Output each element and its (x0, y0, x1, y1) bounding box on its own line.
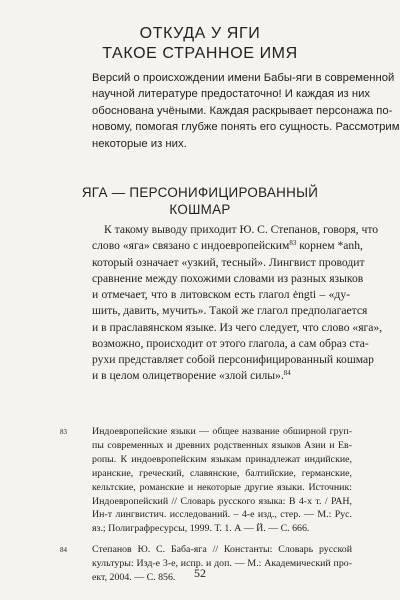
body-line: возможно, происходит от этого глагола, а сам образ ста- (92, 336, 369, 350)
footnote-line: ропы. К индоевропейским языкам принадлежат индийские, (92, 453, 352, 465)
footnote-line: Индоевропейский // Словарь русского языка: В 4-х т. / РАН, (92, 495, 352, 507)
footnote-ref-83[interactable]: 83 (289, 239, 297, 248)
body-line (92, 238, 363, 254)
footnote-line: ект, 2004. — С. 856. (92, 572, 176, 584)
body-line-text: и в целом олицетворение «злой силы». (92, 369, 284, 383)
body-line: К такому выводу приходит Ю. С. Степанов, говоря, что (104, 223, 379, 236)
section-title-line-1: ЯГА — ПЕРСОНИФИЦИРОВАННЫЙ (81, 185, 319, 200)
footnote-number: 84 (60, 546, 67, 555)
footnote-line: кельтские, романские и некоторые другие языки. Источник: (92, 481, 352, 493)
page-number: 52 (194, 566, 206, 580)
intro-paragraph (92, 70, 400, 152)
body-line-text: слово «яга» связано с индоевропейским (92, 239, 290, 253)
footnote-ref-84[interactable]: 84 (283, 369, 291, 378)
footnote-line: Индоевропейские языки — общее название обширной груп- (92, 426, 352, 437)
footnote-line: Ин-т лингвистич. исследований. – 4-е изд., стер. — М.: Рус. (92, 509, 352, 521)
body-paragraph (92, 222, 383, 385)
body-line: сравнение между похожими словами из разных языков (92, 271, 364, 285)
chapter-title-line-1: ОТКУДА У ЯГИ (139, 25, 261, 42)
section-title (0, 184, 400, 218)
intro-line: обоснована учёными. Каждая раскрывает персонажа по- (92, 104, 393, 117)
footnote-line: иранские, греческий, славянские, балтийские, германские, (92, 467, 352, 479)
footnote-text (92, 425, 352, 536)
footnote-line: яз.; Полиграфресурсы, 1999. Т. 1. А — Й. — С. 666. (92, 523, 310, 535)
body-line: и в праславянском языке. Из чего следует, что слово «яга», (92, 320, 383, 334)
body-line: шить, давить, мучить». Такой же глагол предполагается (92, 304, 368, 318)
body-line (92, 368, 350, 384)
footnote-line: пы современных и древних родственных языков Азии и Ев- (92, 439, 352, 451)
intro-line: Версий о происхождении имени Бабы-яги в современной (92, 72, 395, 84)
intro-line: научной литературе предостаточно! И каждая из них (92, 88, 371, 101)
body-line: и отмечает, что в литовском есть глагол ėngti – «ду- (92, 288, 350, 301)
body-line-text: корнем *anh, (296, 239, 363, 253)
footnote-83 (60, 425, 352, 536)
footnote-line: Степанов Ю. С. Баба-яга // Константы: Словарь русской (92, 544, 352, 556)
chapter-title (0, 24, 400, 64)
chapter-title-line-2: ТАКОЕ СТРАННОЕ ИМЯ (102, 45, 298, 62)
intro-line: новому, помогая глубже понять его сущность. Рассмотрим (92, 121, 400, 134)
intro-line: некоторые из них. (92, 137, 187, 150)
footnote-line: культуры: Изд-е 3-е, испр. и доп. — М.: Академический про- (92, 558, 352, 570)
body-line: который означает «узкий, тесный». Лингвист проводит (92, 255, 365, 269)
body-line: рухи представляет собой персонифицированный кошмар (92, 353, 374, 366)
footnote-number: 83 (60, 428, 67, 436)
section-title-line-2: КОШМАР (169, 202, 231, 217)
